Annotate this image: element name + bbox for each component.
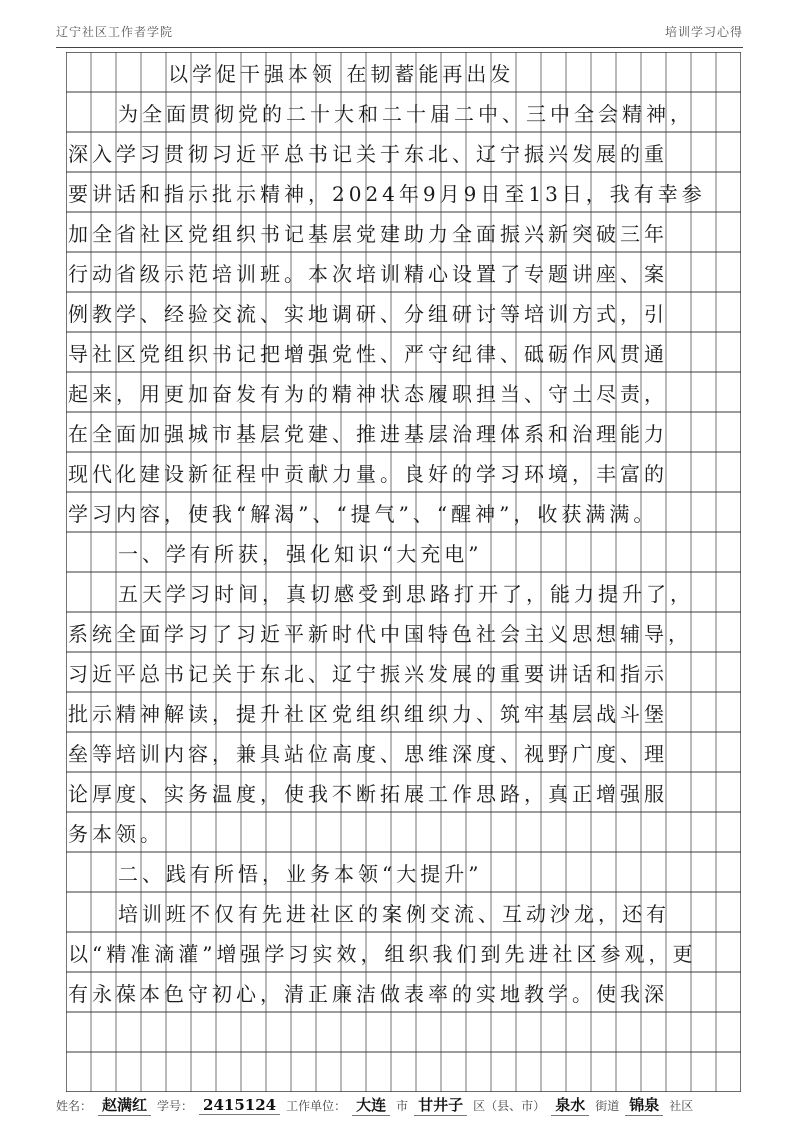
name-label: 姓名： — [56, 1098, 93, 1113]
essay-line: 系统全面学习了习近平新时代中国特色社会主义思想辅导， — [68, 621, 692, 646]
student-id: 2415124 — [199, 1096, 280, 1115]
page-header — [56, 18, 743, 44]
essay-line: 在全面加强城市基层党建、推进基层治理体系和治理能力 — [68, 421, 668, 446]
essay-line: 务本领。 — [68, 821, 164, 846]
work-district: 甘井子 — [414, 1094, 467, 1116]
work-town: 泉水 — [551, 1094, 589, 1116]
work-city: 大连 — [352, 1094, 390, 1116]
essay-line: 深入学习贯彻习近平总书记关于东北、辽宁振兴发展的重 — [68, 141, 668, 166]
essay-line: 行动省级示范培训班。本次培训精心设置了专题讲座、案 — [68, 261, 668, 286]
essay-line: 学习内容，使我“解渴”、“提气”、“醒神”，收获满满。 — [68, 501, 658, 526]
essay-line: 论厚度、实务温度，使我不断拓展工作思路，真正增强服 — [68, 781, 668, 806]
work-community: 锦泉 — [625, 1094, 663, 1116]
community-unit-label: 社区 — [669, 1098, 694, 1113]
essay-line: 培训班不仅有先进社区的案例交流、互动沙龙，还有 — [118, 901, 670, 926]
section-heading: 二、践有所悟，业务本领“大提升” — [118, 861, 483, 886]
city-unit-label: 市 — [396, 1098, 409, 1113]
header-institution: 辽宁社区工作者学院 — [56, 24, 174, 39]
essay-line: 垒等培训内容，兼具站位高度、思维深度、视野广度、理 — [68, 741, 668, 766]
essay-line: 五天学习时间，真切感受到思路打开了，能力提升了， — [118, 581, 694, 606]
essay-body — [66, 52, 741, 1092]
essay-line: 有永葆本色守初心，清正廉洁做表率的实地教学。使我深 — [68, 981, 668, 1006]
essay-line: 要讲话和指示批示精神，2024年9月9日至13日，我有幸参 — [68, 181, 706, 206]
header-divider — [56, 47, 743, 48]
essay-line: 以“精准滴灌”增强学习实效，组织我们到先进社区参观，更 — [68, 941, 697, 966]
essay-line: 为全面贯彻党的二十大和二十届二中、三中全会精神， — [118, 101, 694, 126]
street-unit-label: 街道 — [595, 1098, 620, 1113]
essay-title: 以学促干强本领 在韧蓄能再出发 — [168, 61, 515, 86]
work-unit-label: 工作单位： — [286, 1098, 347, 1113]
section-heading: 一、学有所获，强化知识“大充电” — [118, 541, 483, 566]
district-unit-label: 区（县、市） — [473, 1098, 546, 1113]
essay-line: 起来，用更加奋发有为的精神状态履职担当、守土尽责， — [68, 381, 668, 406]
writing-grid — [66, 52, 741, 1092]
page-footer — [56, 1091, 743, 1119]
student-name: 赵满红 — [98, 1094, 151, 1116]
essay-line: 加全省社区党组织书记基层党建助力全面振兴新突破三年 — [68, 221, 668, 246]
essay-line: 例教学、经验交流、实地调研、分组研讨等培训方式，引 — [68, 301, 668, 326]
essay-line: 现代化建设新征程中贡献力量。良好的学习环境，丰富的 — [68, 461, 668, 486]
id-label: 学号： — [157, 1098, 194, 1113]
essay-line: 批示精神解读，提升社区党组织组织力、筑牢基层战斗堡 — [68, 701, 668, 726]
header-doc-type: 培训学习心得 — [664, 24, 743, 39]
essay-line: 导社区党组织书记把增强党性、严守纪律、砥砺作风贯通 — [68, 341, 668, 366]
essay-line: 习近平总书记关于东北、辽宁振兴发展的重要讲话和指示 — [68, 661, 668, 686]
